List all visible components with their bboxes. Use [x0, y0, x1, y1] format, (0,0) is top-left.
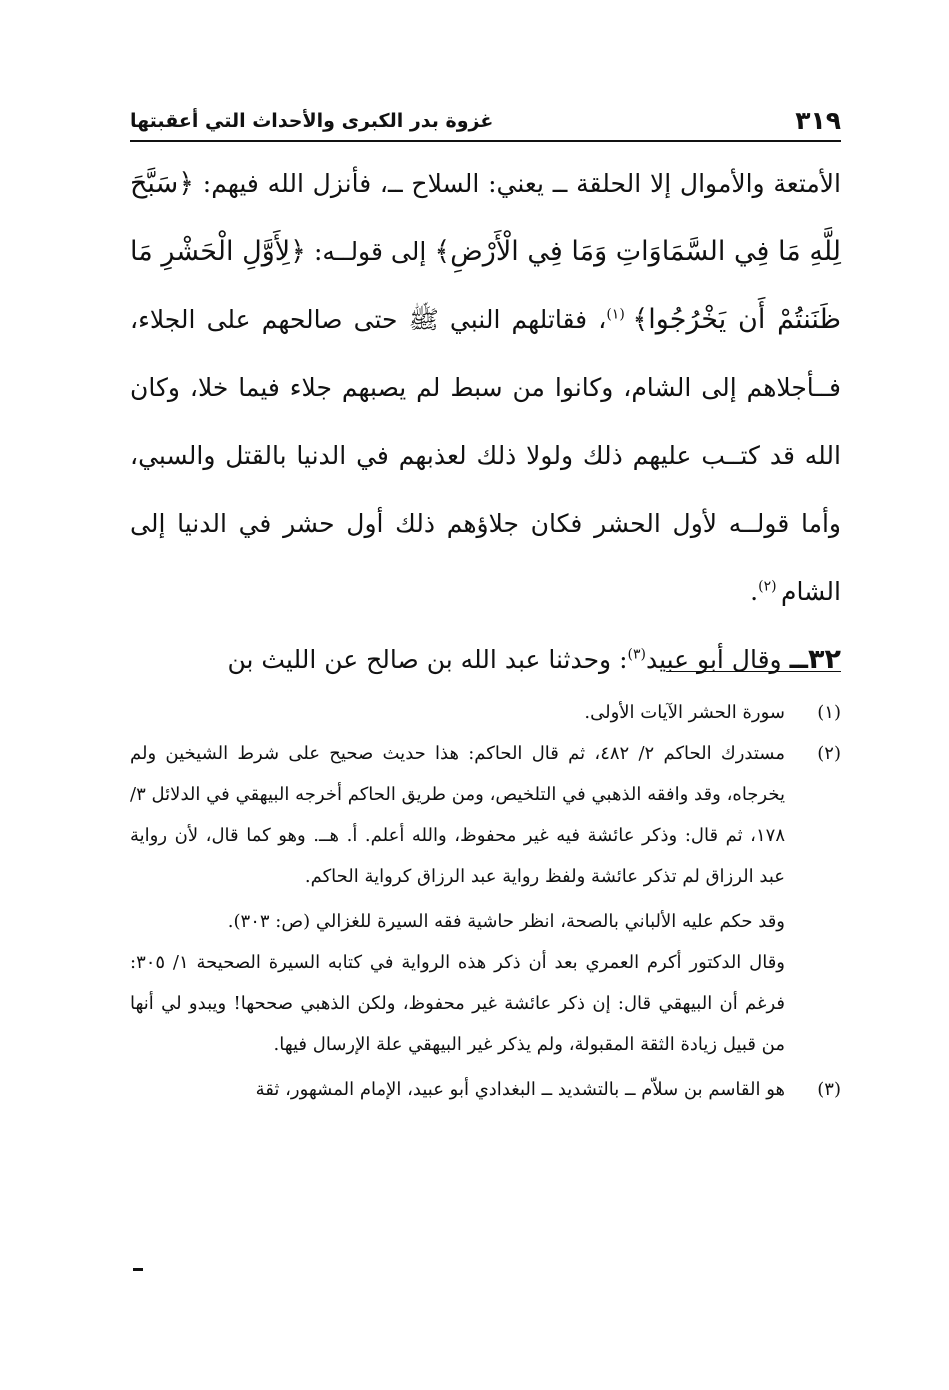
quran-verse-1: ﴿سَبَّحَ لِلَّهِ مَا فِي السَّمَاوَاتِ وَمَا فِي الْأَرْضِ﴾: [130, 168, 841, 267]
continuation-mark: [133, 1268, 143, 1271]
text-segment: : وحدثنا عبد الله بن صالح عن الليث بن: [227, 645, 628, 674]
footnote-separator: [666, 671, 841, 672]
footnote-number: (٣): [817, 1079, 841, 1100]
footnote-paragraph: وقد حكم عليه الألباني بالصحة، انظر حاشية فقه السيرة للغزالي (ص: ٣٠٣).: [227, 911, 785, 932]
footnote-text: سورة الحشر الآيات الأولى.: [584, 702, 785, 723]
footnote-ref-2[interactable]: (٢): [758, 578, 782, 595]
quran-verse-2: ﴿لِأَوَّلِ الْحَشْرِ مَا ظَنَنتُمْ أَن يَخْرُجُوا﴾: [130, 236, 841, 335]
footnote-paragraph: مستدرك الحاكم ٢/ ٤٨٢، ثم قال الحاكم: هذا حديث صحيح على شرط الشيخين ولم يخرجاه، وقد وافقه الذهبي في التلخيص، ومن طريق الحاكم أخرجه البيهقي في الدلائل ٣/ ١٧٨، ثم قال: وذكر عائشة فيه غير محفوظ، والله أعلم. أ. هــ. وهو كما قال، لأن رواية عبد الرزاق لم تذكر عائشة ولفظ رواية عبد الرزاق كرواية الحاكم.: [130, 743, 785, 887]
footnote-ref-3[interactable]: (٣): [627, 646, 646, 663]
hadith-number: ٣٢ــ: [789, 644, 841, 675]
text-segment: ، فقاتلهم النبي ﷺ حتى صالحهم على الجلاء، فــأجلاهم إلى الشام، وكانوا من سبط لم يصبهم جلاء فيما خلا، وكان الله قد كتــب عليهم ذلك ولولا ذلك لعذبهم في الدنيا بالقتل والسبي، وأما قولــه لأول الحشر فكان جلاؤهم ذلك أول حشر في الدنيا إلى الشام: [130, 305, 841, 606]
paragraph-2: [130, 626, 841, 694]
footnote-ref-1[interactable]: (١): [606, 306, 633, 323]
text-segment: الأمتعة والأموال إلا الحلقة ــ يعني: السلاح ــ، فأنزل الله فيهم:: [194, 169, 841, 198]
page-number: ٣١٩: [795, 106, 841, 135]
footnote-paragraph: وقال الدكتور أكرم العمري بعد أن ذكر هذه الرواية في كتابه السيرة الصحيحة ١/ ٣٠٥: فرغم أن البيهقي قال: إن ذكر عائشة غير محفوظ، ولكن الذهبي صححها! ويبدو لي أنها من قبيل زيادة الثقة المقبولة، ولم يذكر غير البيهقي علة الإرسال فيها.: [130, 952, 785, 1055]
page-header: [130, 96, 841, 142]
footnote-text: هو القاسم بن سلاّم ــ بالتشديد ــ البغدادي أبو عبيد، الإمام المشهور، ثقة: [255, 1079, 785, 1100]
text-segment: إلى قولــه:: [305, 237, 435, 266]
text-segment: وقال أبو عبيد: [645, 645, 790, 674]
footnote-body: [130, 733, 785, 1065]
footnote-number: (٢): [817, 743, 841, 764]
footnote-number: (١): [817, 702, 841, 723]
main-text: [130, 150, 841, 694]
footnote-1: [130, 692, 841, 733]
footnotes: [130, 692, 841, 1110]
footnote-3: [130, 1069, 841, 1110]
paragraph-1: [130, 150, 841, 626]
running-title: غزوة بدر الكبرى والأحداث التي أعقبتها: [130, 110, 494, 132]
footnote-2: [130, 733, 841, 1065]
text-segment: .: [750, 577, 759, 606]
